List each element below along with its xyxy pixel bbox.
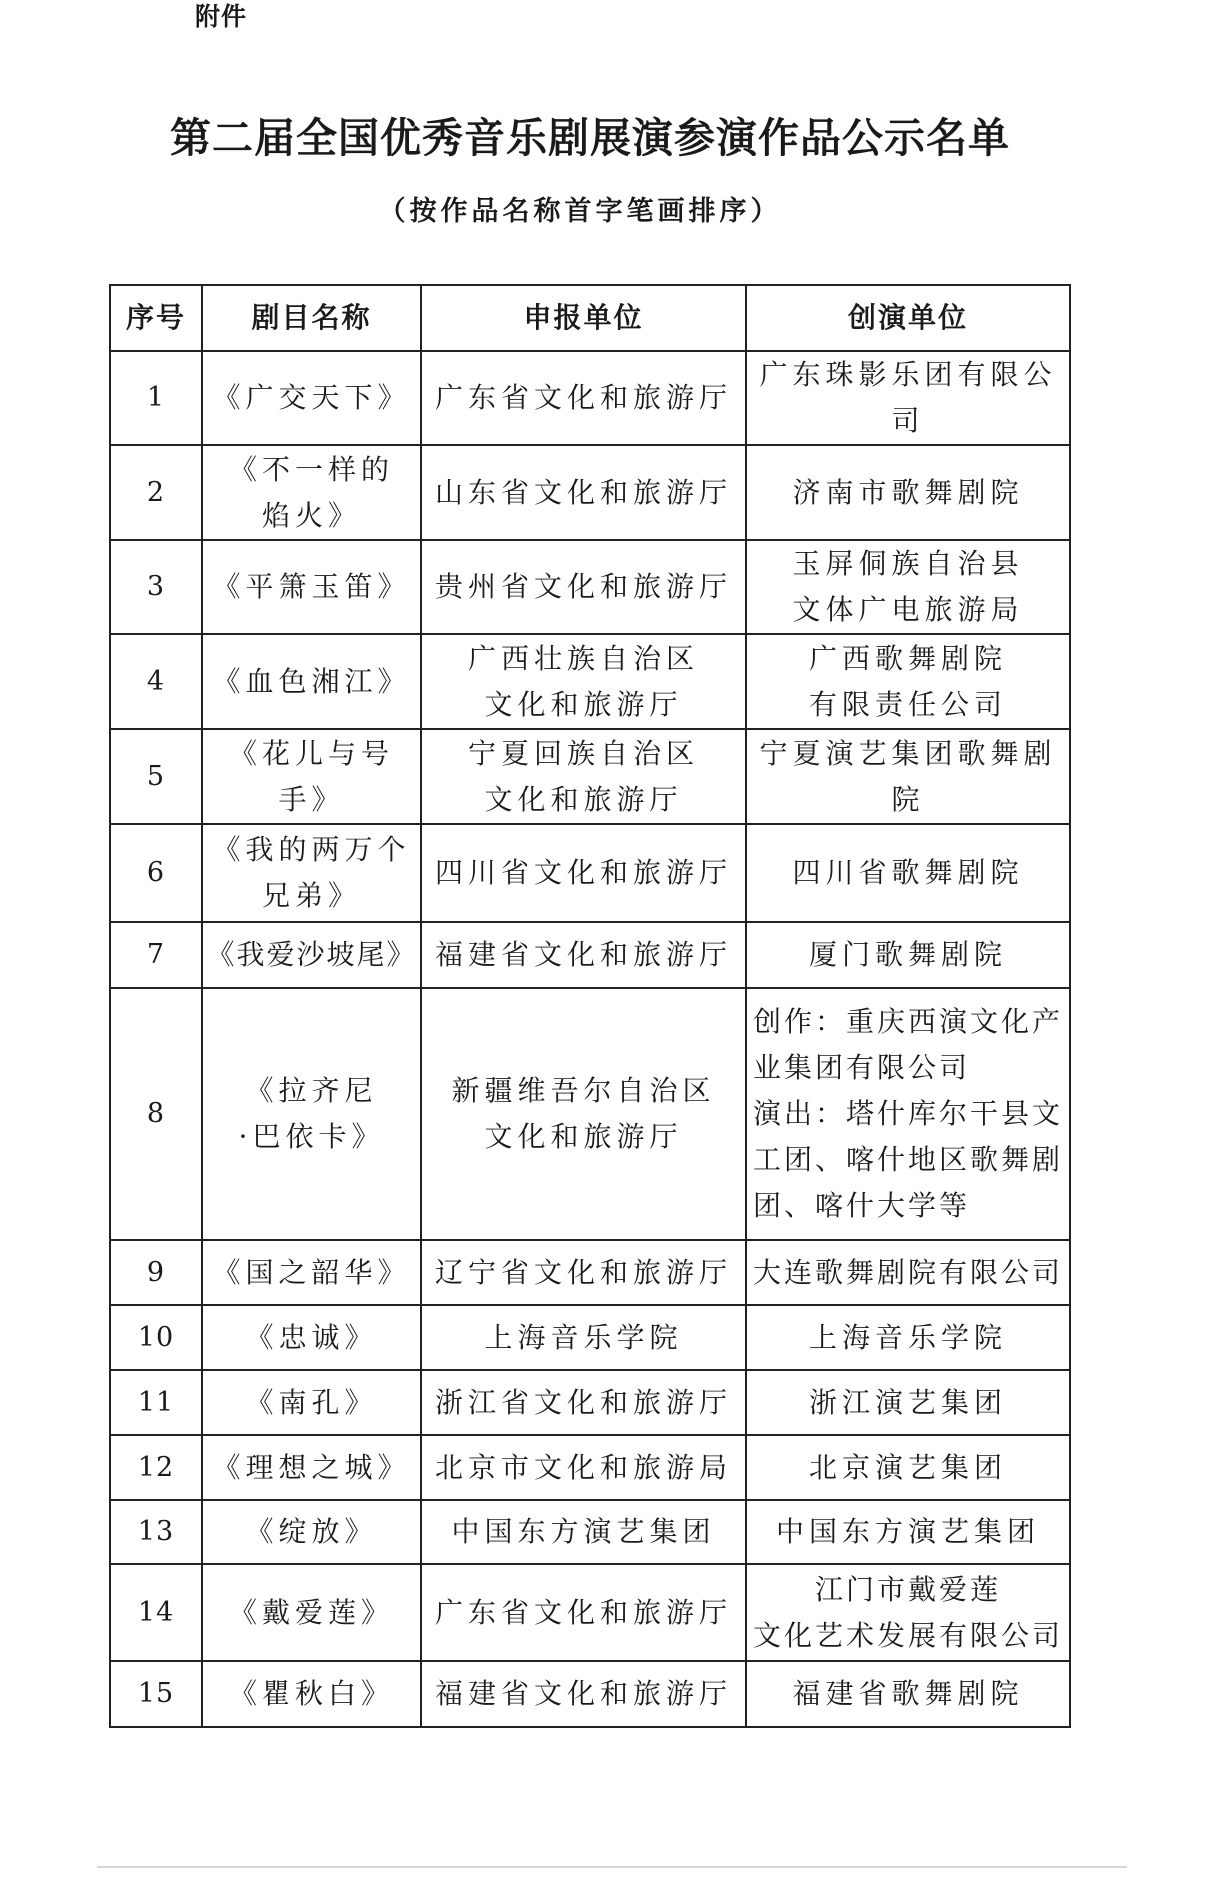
producer-unit: [746, 1564, 1070, 1661]
header-no: 序号: [110, 285, 202, 351]
table-row: [110, 445, 1070, 540]
work-title-line: 《血色湘江》: [212, 664, 411, 698]
applicant-unit: [421, 988, 746, 1240]
applicant-unit: [421, 824, 746, 922]
table-row: [110, 1661, 1070, 1727]
works-table: [109, 284, 1071, 1728]
table-row: [110, 1370, 1070, 1435]
work-title-line: 《拉齐尼: [245, 1074, 378, 1107]
applicant-unit: [421, 1370, 746, 1435]
table-row: [110, 988, 1070, 1240]
work-title: [202, 540, 421, 634]
table-row: [110, 1564, 1070, 1661]
applicant-line: 贵州省文化和旅游厅: [434, 570, 732, 603]
work-title: [202, 729, 421, 824]
work-title: [202, 1435, 421, 1500]
producer-unit: [746, 1240, 1070, 1305]
applicant-unit: [421, 1500, 746, 1564]
work-title: [202, 922, 421, 988]
producer-line: 福建省歌舞剧院: [792, 1677, 1024, 1710]
applicant-unit: [421, 1564, 746, 1661]
applicant-unit: [421, 1435, 746, 1500]
sort-note: （按作品名称首字笔画排序）: [378, 196, 782, 227]
work-title-line: 《绽放》: [245, 1515, 378, 1548]
attachment-label: 附件: [195, 2, 248, 31]
row-number: 4: [110, 634, 202, 729]
applicant-line: 文化和旅游厅: [484, 782, 683, 816]
producer-unit: [746, 1370, 1070, 1435]
applicant-line: 宁夏回族自治区: [467, 736, 699, 770]
row-number: 12: [110, 1435, 202, 1500]
producer-unit: [746, 729, 1070, 824]
work-title: [202, 634, 421, 729]
work-title-line: 《我的两万个: [212, 833, 411, 866]
applicant-line: 四川省文化和旅游厅: [434, 856, 732, 889]
work-title-line: 《瞿秋白》: [228, 1677, 394, 1710]
work-title-line: 《不一样的: [228, 452, 394, 486]
row-number: 9: [110, 1240, 202, 1305]
table-row: [110, 922, 1070, 988]
producer-line: 上海音乐学院: [808, 1320, 1007, 1354]
producer-unit: [746, 1500, 1070, 1564]
header-applicant: 申报单位: [421, 285, 746, 351]
applicant-line: 浙江省文化和旅游厅: [434, 1385, 732, 1419]
work-title-line: 焰火》: [261, 498, 361, 532]
work-title-line: 《忠诚》: [245, 1320, 378, 1354]
producer-line: 广西歌舞剧院: [808, 641, 1007, 675]
applicant-line: 山东省文化和旅游厅: [434, 475, 732, 509]
producer-line: 中国东方演艺集团: [775, 1515, 1040, 1548]
work-title-line: 《国之韶华》: [212, 1255, 411, 1289]
applicant-line: 北京市文化和旅游局: [434, 1450, 732, 1484]
row-number: 7: [110, 922, 202, 988]
work-title: [202, 1370, 421, 1435]
work-title: [202, 1500, 421, 1564]
page-bottom-divider: [97, 1866, 1127, 1868]
applicant-line: 福建省文化和旅游厅: [434, 1677, 732, 1710]
table-row: [110, 1435, 1070, 1500]
page-title: 第二届全国优秀音乐剧展演参演作品公示名单: [170, 114, 1010, 162]
applicant-line: 中国东方演艺集团: [451, 1515, 716, 1548]
work-title-line: ·巴依卡》: [238, 1120, 385, 1153]
producer-unit: [746, 988, 1070, 1240]
row-number: 5: [110, 729, 202, 824]
producer-line: 文体广电旅游局: [792, 593, 1024, 626]
table-row: [110, 729, 1070, 824]
row-number: 15: [110, 1661, 202, 1727]
row-number: 8: [110, 988, 202, 1240]
table-row: [110, 824, 1070, 922]
producer-unit: [746, 1305, 1070, 1370]
work-title: [202, 1240, 421, 1305]
producer-unit: [746, 824, 1070, 922]
applicant-unit: [421, 445, 746, 540]
applicant-line: 辽宁省文化和旅游厅: [434, 1255, 732, 1289]
producer-line: 四川省歌舞剧院: [792, 856, 1024, 889]
row-number: 2: [110, 445, 202, 540]
table-row: [110, 540, 1070, 634]
row-number: 10: [110, 1305, 202, 1370]
applicant-line: 福建省文化和旅游厅: [434, 938, 732, 971]
work-title: [202, 824, 421, 922]
row-number: 11: [110, 1370, 202, 1435]
table-row: [110, 351, 1070, 445]
producer-line: 工团、喀什地区歌舞剧: [753, 1143, 1064, 1176]
work-title-line: 《花儿与号手》: [228, 736, 394, 816]
work-title-line: 《南孔》: [245, 1385, 378, 1419]
header-name: 剧目名称: [202, 285, 421, 351]
work-title-line: 兄弟》: [261, 879, 361, 912]
producer-unit: [746, 1435, 1070, 1500]
applicant-line: 文化和旅游厅: [484, 1120, 683, 1153]
producer-line: 江门市戴爱莲: [814, 1572, 1001, 1606]
table-row: [110, 1500, 1070, 1564]
producer-line: 济南市歌舞剧院: [792, 475, 1024, 509]
work-title: [202, 1305, 421, 1370]
work-title: [202, 1661, 421, 1727]
work-title-line: 《平箫玉笛》: [212, 570, 411, 603]
table-header-row: [110, 285, 1070, 351]
applicant-line: 文化和旅游厅: [484, 687, 683, 721]
producer-unit: [746, 540, 1070, 634]
table-row: [110, 1240, 1070, 1305]
work-title-line: 《广交天下》: [212, 381, 411, 414]
producer-unit: [746, 1661, 1070, 1727]
applicant-unit: [421, 634, 746, 729]
producer-line: 文化艺术发展有限公司: [753, 1618, 1064, 1652]
table-row: [110, 1305, 1070, 1370]
applicant-unit: [421, 922, 746, 988]
applicant-unit: [421, 1240, 746, 1305]
producer-line: 浙江演艺集团: [808, 1385, 1007, 1419]
producer-line: 广东珠影乐团有限公司: [759, 358, 1057, 437]
work-title: [202, 445, 421, 540]
applicant-line: 新疆维吾尔自治区: [451, 1074, 716, 1107]
row-number: 3: [110, 540, 202, 634]
applicant-unit: [421, 1661, 746, 1727]
applicant-unit: [421, 729, 746, 824]
producer-line: 玉屏侗族自治县: [792, 547, 1024, 580]
applicant-line: 上海音乐学院: [484, 1320, 683, 1354]
producer-line: 宁夏演艺集团歌舞剧院: [759, 736, 1057, 816]
producer-line: 团、喀什大学等: [753, 1189, 971, 1222]
work-title: [202, 988, 421, 1240]
applicant-line: 广东省文化和旅游厅: [434, 1595, 732, 1629]
applicant-line: 广西壮族自治区: [467, 641, 699, 675]
producer-line: 业集团有限公司: [753, 1051, 971, 1084]
header-producer: 创演单位: [746, 285, 1070, 351]
table-row: [110, 634, 1070, 729]
row-number: 6: [110, 824, 202, 922]
producer-line: 演出：塔什库尔干县文: [753, 1097, 1064, 1130]
work-title-line: 《理想之城》: [212, 1450, 411, 1484]
applicant-unit: [421, 540, 746, 634]
applicant-unit: [421, 1305, 746, 1370]
producer-line: 厦门歌舞剧院: [808, 938, 1007, 971]
applicant-line: 广东省文化和旅游厅: [434, 381, 732, 414]
producer-unit: [746, 922, 1070, 988]
producer-line: 创作：重庆西演文化产: [753, 1005, 1064, 1038]
producer-unit: [746, 634, 1070, 729]
row-number: 14: [110, 1564, 202, 1661]
work-title: [202, 351, 421, 445]
work-title: [202, 1564, 421, 1661]
work-title-line: 《我爱沙坡尾》: [206, 938, 417, 971]
producer-line: 有限责任公司: [808, 687, 1007, 721]
applicant-unit: [421, 351, 746, 445]
row-number: 1: [110, 351, 202, 445]
producer-unit: [746, 445, 1070, 540]
producer-line: 大连歌舞剧院有限公司: [753, 1255, 1064, 1289]
producer-line: 北京演艺集团: [808, 1450, 1007, 1484]
producer-unit: [746, 351, 1070, 445]
work-title-line: 《戴爱莲》: [228, 1595, 394, 1629]
row-number: 13: [110, 1500, 202, 1564]
